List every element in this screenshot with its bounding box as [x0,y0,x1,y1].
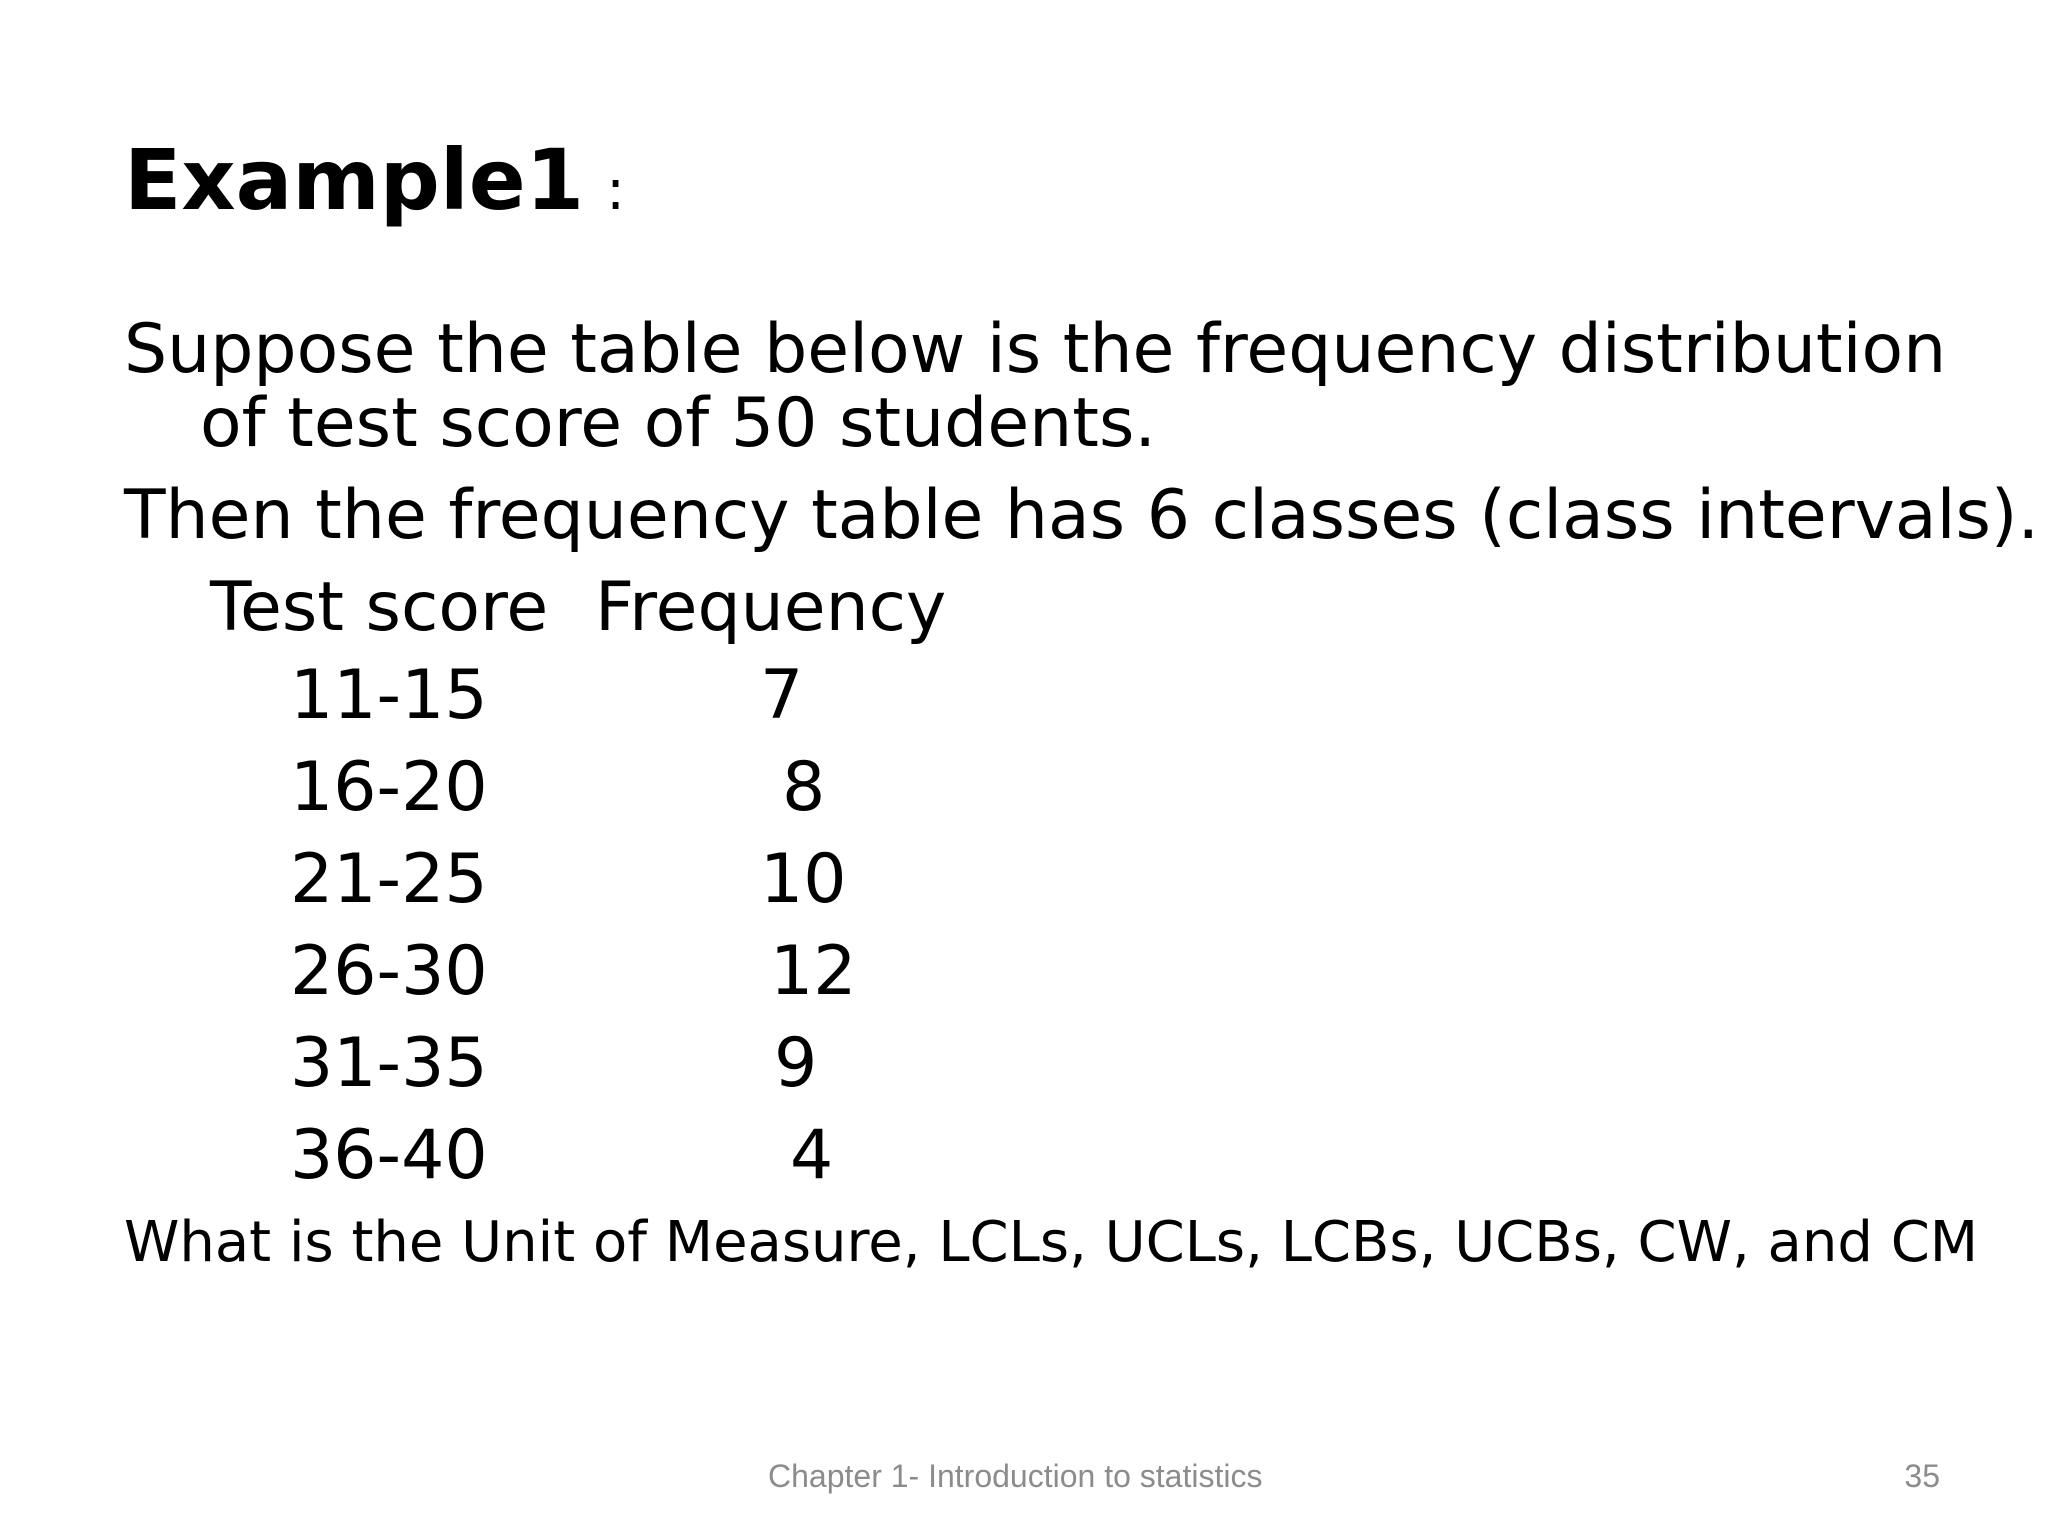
frequency-table [290,656,990,1208]
table-row [290,932,990,1024]
header-frequency: Frequency [595,568,947,647]
intro-line-3: Then the frequency table has 6 classes (class intervals). [124,476,2040,555]
question-text: What is the Unit of Measure, LCLs, UCLs, LCBs, UCBs, CW, and CM [124,1210,1979,1275]
score-cell: 26-30 [290,932,488,1011]
frequency-table-header [210,568,946,648]
score-cell: 21-25 [290,840,488,919]
frequency-cell: 8 [782,748,826,827]
header-test-score: Test score [210,568,549,647]
score-cell: 31-35 [290,1024,488,1103]
table-row [290,748,990,840]
slide-title [124,130,625,241]
frequency-cell: 12 [770,932,857,1011]
footer-chapter: Chapter 1- Introduction to statistics [768,1458,1263,1494]
frequency-cell: 7 [760,656,804,735]
title-text: Example1 [124,131,585,229]
frequency-cell: 10 [760,840,847,919]
score-cell: 36-40 [290,1116,488,1195]
score-cell: 16-20 [290,748,488,827]
page-number: 35 [1904,1458,1940,1494]
intro-line-1: Suppose the table below is the frequency distribution [124,310,1947,389]
title-colon: : [606,158,625,223]
score-cell: 11-15 [290,656,488,735]
table-row [290,1116,990,1208]
frequency-cell: 4 [790,1116,834,1195]
table-row [290,656,990,748]
intro-line-2: of test score of 50 students. [200,384,1156,463]
frequency-cell: 9 [774,1024,818,1103]
table-row [290,1024,990,1116]
table-row [290,840,990,932]
